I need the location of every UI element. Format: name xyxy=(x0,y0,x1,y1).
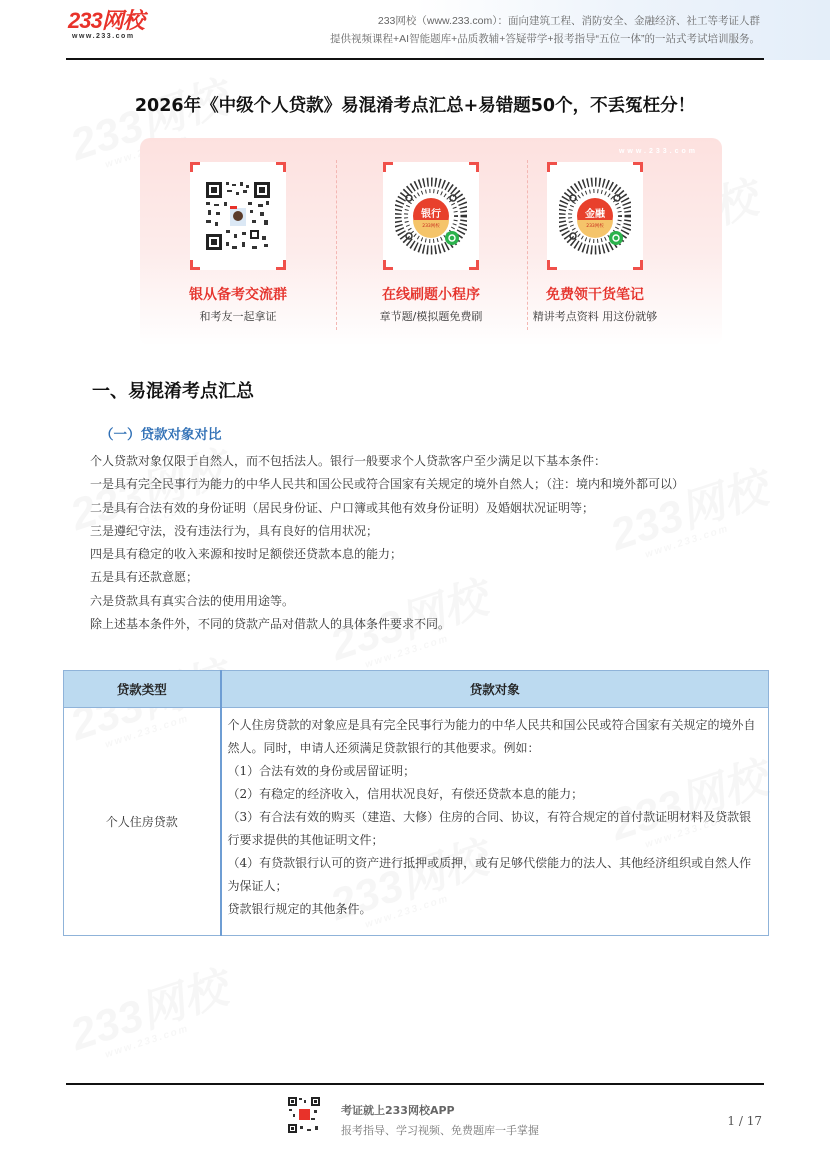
cell-line: 贷款银行规定的其他条件。 xyxy=(227,902,372,916)
svg-text:233网校: 233网校 xyxy=(586,224,604,229)
paragraph: 三是遵纪守法，没有违法行为，具有良好的信用状况； xyxy=(90,523,379,538)
header-divider xyxy=(66,58,764,60)
svg-text:银行: 银行 xyxy=(421,209,441,220)
section-body xyxy=(66,450,770,636)
footer-divider xyxy=(66,1083,764,1085)
promo-url: www.233.com xyxy=(618,148,698,155)
column-header-loan-type: 贷款类型 xyxy=(64,671,221,708)
tagline-line-2: 提供视频课程+AI智能题库+品质教辅+答疑带学+报考指导“五位一体”的一站式考试培训服务。 xyxy=(330,33,760,45)
mini-program-code-icon xyxy=(559,176,631,256)
paragraph: 一是具有完全民事行为能力的中华人民共和国公民或符合国家有关规定的境外自然人；（注：境内和境外都可以） xyxy=(90,477,685,492)
cell-line: （1）合法有效的身份或居留证明； xyxy=(227,764,416,778)
promo-item-study-group[interactable] xyxy=(153,162,323,324)
logo-text: 233网校 xyxy=(68,8,144,33)
document-title: 2026年《中级个人贷款》易混淆考点汇总+易错题50个，不丢冤枉分！ xyxy=(134,96,696,116)
qr-code-frame xyxy=(190,162,286,270)
promo-item-study-notes[interactable] xyxy=(510,162,680,324)
cell-line: （3）有合法有效的购买（建造、大修）住房的合同、协议，有符合规定的首付款证明材料及贷款银行要求提供的其他证明文件； xyxy=(227,810,752,847)
cell-line: 个人住房贷款的对象应是具有完全民事行为能力的中华人民共和国公民或符合国家有关规定的境外自然人。同时，申请人还须满足贷款银行的其他要求。例如： xyxy=(227,718,756,755)
column-header-loan-target: 贷款对象 xyxy=(221,671,769,708)
promo-title: 免费领干货笔记 xyxy=(546,287,644,303)
paragraph: 五是具有还款意愿； xyxy=(90,570,199,585)
promo-divider xyxy=(336,160,337,330)
app-qr-code-icon xyxy=(287,1096,321,1134)
tagline-line-1: 233网校（www.233.com）：面向建筑工程、消防安全、金融经济、社工等考证人群 xyxy=(377,15,760,27)
watermark xyxy=(65,966,236,1068)
promo-subtitle: 精讲考点资料 用这份就够 xyxy=(532,310,658,323)
logo-url: www.233.com xyxy=(72,33,135,40)
promo-item-mini-program[interactable] xyxy=(346,162,516,324)
mini-program-code-frame xyxy=(383,162,479,270)
mini-program-code-frame xyxy=(547,162,643,270)
svg-text:金融: 金融 xyxy=(585,209,605,220)
table-row xyxy=(64,708,769,936)
cell-line: （4）有贷款银行认可的资产进行抵押或质押，或有足够代偿能力的法人、其他经济组织或自然人作为保证人； xyxy=(227,856,752,893)
brand-logo xyxy=(68,9,144,41)
footer-app-title: 考证就上233网校APP xyxy=(341,1104,455,1117)
cell-loan-type: 个人住房贷款 xyxy=(64,708,221,936)
svg-text:233网校: 233网校 xyxy=(422,224,440,229)
page-number: 1 / 17 xyxy=(727,1114,762,1128)
header-tagline xyxy=(330,12,760,48)
paragraph: 六是贷款具有真实合法的使用用途等。 xyxy=(90,593,295,608)
loan-target-table xyxy=(63,670,769,936)
footer-app-subtitle: 报考指导、学习视频、免费题库一手掌握 xyxy=(341,1124,539,1137)
cell-loan-target xyxy=(221,708,769,936)
paragraph: 除上述基本条件外，不同的贷款产品对借款人的具体条件要求不同。 xyxy=(90,617,451,632)
promo-subtitle: 和考友一起拿证 xyxy=(199,310,277,323)
paragraph: 四是具有稳定的收入来源和按时足额偿还贷款本息的能力； xyxy=(90,547,403,562)
promo-subtitle: 章节题/模拟题免费刷 xyxy=(379,310,483,323)
promo-banner xyxy=(140,138,722,346)
paragraph: 二是具有合法有效的身份证明（居民身份证、户口簿或其他有效身份证明）及婚姻状况证明等； xyxy=(90,500,595,515)
table-header-row xyxy=(64,671,769,708)
page-header xyxy=(0,0,830,60)
subsection-heading: （一）贷款对象对比 xyxy=(100,427,222,443)
qr-code-icon xyxy=(202,176,274,256)
cell-line: （2）有稳定的经济收入，信用状况良好，有偿还贷款本息的能力； xyxy=(227,787,584,801)
paragraph: 个人贷款对象仅限于自然人，而不包括法人。银行一般要求个人贷款客户至少满足以下基本条件： xyxy=(90,454,607,468)
promo-title: 银从备考交流群 xyxy=(189,287,287,303)
section-heading: 一、易混淆考点汇总 xyxy=(92,381,254,402)
promo-title: 在线刷题小程序 xyxy=(382,287,480,303)
mini-program-code-icon xyxy=(395,176,467,256)
